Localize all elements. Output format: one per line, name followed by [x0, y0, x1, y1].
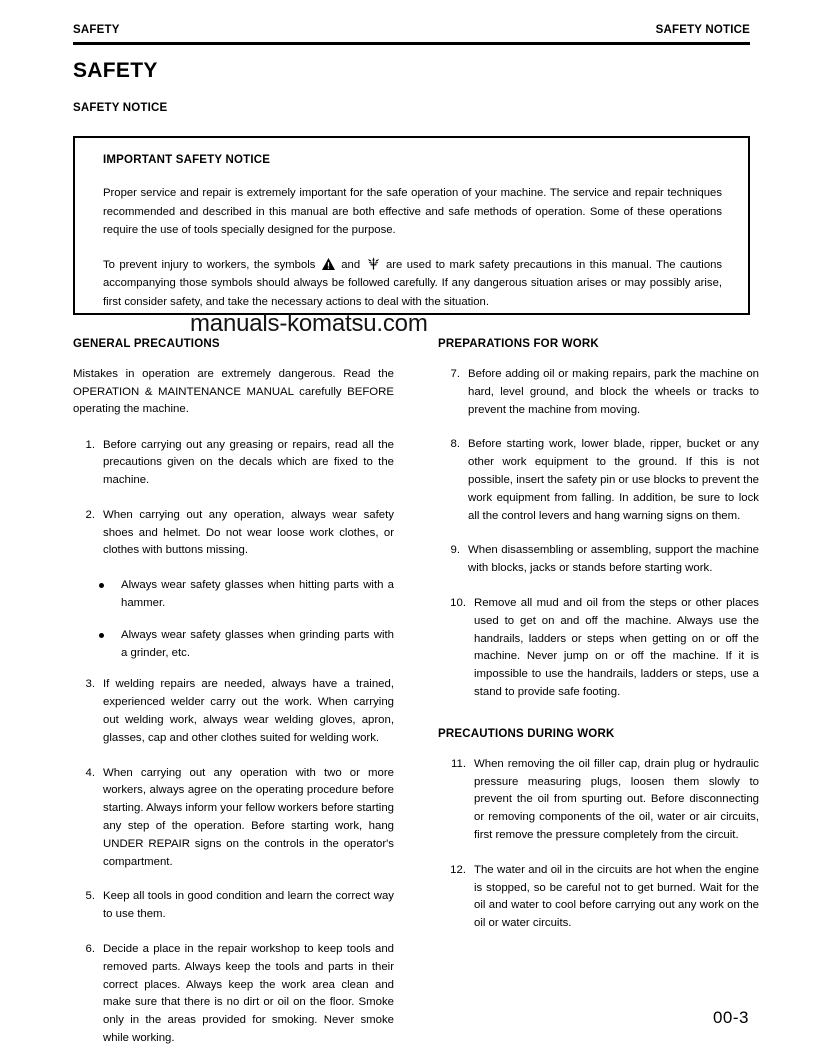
notice-paragraph-2-part-3: are used to mark safety precautions in this manual. The cautions accompanying those symbols should always be followed carefully. If any dangerous situation arises or may possibly arise, first consider safety, and take the necessary actions to deal with the situation.	[103, 258, 723, 308]
list-item-number: 3.	[85, 678, 95, 691]
list-item	[73, 627, 394, 663]
list-item-number: 9.	[450, 544, 460, 557]
list-item-text: Always wear safety glasses when hitting parts with a hammer.	[121, 579, 394, 610]
right-column	[438, 338, 759, 950]
notice-box-heading: IMPORTANT SAFETY NOTICE	[103, 154, 271, 166]
list-item-text: If welding repairs are needed, always have a trained, experienced welder carry out the work. When carrying out welding work, always wear welding gloves, apron, glasses, cap and other clothes suited for welding work.	[103, 678, 394, 744]
list-item-number: 2.	[85, 508, 95, 521]
page-number: 00-3	[712, 1008, 749, 1027]
list-item	[438, 436, 759, 525]
list-item	[438, 366, 759, 419]
list-item-text: The water and oil in the circuits are hot when the engine is stopped, so be careful not to get burned. Wait for the oil and water to cool before carrying out any work on the oil or water circuits.	[474, 863, 759, 930]
list-item	[73, 676, 394, 747]
section-title: SAFETY NOTICE	[73, 102, 168, 114]
bullet-dot-icon	[99, 583, 104, 588]
list-item	[438, 542, 759, 578]
list-item-text: Before starting work, lower blade, ripper, bucket or any other work equipment to the ground. If this is not possible, insert the safety pin or use blocks to prevent the work equipment from falling. In addition, be sure to lock all the control levers and hang warning signs on them.	[468, 438, 759, 522]
notice-paragraph-2	[103, 256, 722, 312]
list-item-text: Before carrying out any greasing or repairs, read all the precautions given on the decals which are fixed to the machine.	[103, 438, 394, 487]
list-item	[73, 507, 394, 560]
preparations-for-work-heading: PREPARATIONS FOR WORK	[438, 338, 599, 350]
left-column	[73, 338, 394, 1056]
list-item-text: Before adding oil or making repairs, park the machine on hard, level ground, and block the wheels or tracks to prevent the machine from moving.	[468, 368, 759, 416]
warning-triangle-icon	[322, 258, 335, 270]
list-item	[73, 888, 394, 924]
running-header-left: SAFETY	[73, 24, 120, 36]
list-item	[438, 595, 759, 702]
list-item-number: 1.	[85, 438, 95, 451]
list-item-text: Always wear safety glasses when grinding parts with a grinder, etc.	[121, 628, 394, 659]
general-precautions-heading: GENERAL PRECAUTIONS	[73, 338, 220, 350]
list-item-number: 7.	[450, 368, 460, 380]
list-item-number: 10.	[450, 596, 466, 609]
bullet-dot-icon	[99, 633, 104, 638]
list-item-text: Keep all tools in good condition and learn the correct way to use them.	[103, 890, 394, 921]
list-item	[73, 765, 394, 872]
list-item	[73, 577, 394, 613]
list-item-number: 5.	[85, 890, 95, 903]
notice-paragraph-2-part-1: To prevent injury to workers, the symbols	[103, 258, 316, 271]
list-item	[73, 437, 394, 490]
list-item-text: When removing the oil filler cap, drain plug or hydraulic pressure measuring plugs, loosen them slowly to prevent the oil from spurting out. Before disconnecting or removing components of the oil, water or air circuits, first remove the pressure completely from the circuit.	[474, 757, 759, 841]
list-item-text: When disassembling or assembling, support the machine with blocks, jacks or stands before starting work.	[468, 544, 759, 575]
list-item-text: Decide a place in the repair workshop to keep tools and removed parts. Always keep the tools and parts in their correct places. Always keep the work area clean and make sure that there is no dirt or oil on the floor. Smoke only in the areas provided for smoking. Never smoke while working.	[103, 943, 394, 1045]
list-item-number: 12.	[450, 863, 466, 876]
list-item-text: When carrying out any operation with two or more workers, always agree on the operating procedure before starting. Always inform your fellow workers before starting any step of the operation. Before starting work, hang UNDER REPAIR signs on the controls in the operator's compartment.	[103, 766, 394, 868]
page-title: SAFETY	[73, 59, 158, 82]
running-header	[73, 24, 750, 36]
safety-starburst-icon	[367, 257, 380, 270]
list-item-number: 8.	[450, 438, 460, 451]
watermark: manuals-komatsu.com	[190, 310, 428, 337]
notice-paragraph-1: Proper service and repair is extremely important for the safe operation of your machine. The service and repair techniques recommended and described in this manual are both effective and safe methods of operation. Some of these operations require the use of tools specially designed for the purpose.	[103, 187, 722, 236]
general-precautions-lead: Mistakes in operation are extremely dangerous. Read the OPERATION & MAINTENANCE MANUAL carefully BEFORE operating the machine.	[73, 368, 394, 415]
notice-box-content	[75, 138, 748, 311]
important-safety-notice-box	[73, 136, 750, 315]
list-item-text: Remove all mud and oil from the steps or other places used to get on and off the machine. Always use the handrails, ladders or steps when getting on or off the machine. Never jump on or off the machine. If it is impossible to use the handrails, ladders or steps, use a stand to provide safe footing.	[474, 596, 759, 698]
list-item	[438, 756, 759, 845]
list-item-number: 4.	[85, 766, 95, 779]
list-item	[438, 862, 759, 933]
list-item-number: 11.	[451, 757, 466, 770]
list-item-text: When carrying out any operation, always wear safety shoes and helmet. Do not wear loose work clothes, or clothes with buttons missing.	[103, 508, 394, 557]
notice-paragraph-2-part-2: and	[341, 258, 361, 271]
precautions-during-work-heading: PRECAUTIONS DURING WORK	[438, 727, 615, 740]
running-header-right: SAFETY NOTICE	[655, 24, 750, 36]
list-item	[73, 941, 394, 1048]
list-item-number: 6.	[85, 943, 95, 956]
header-rule	[73, 42, 750, 45]
